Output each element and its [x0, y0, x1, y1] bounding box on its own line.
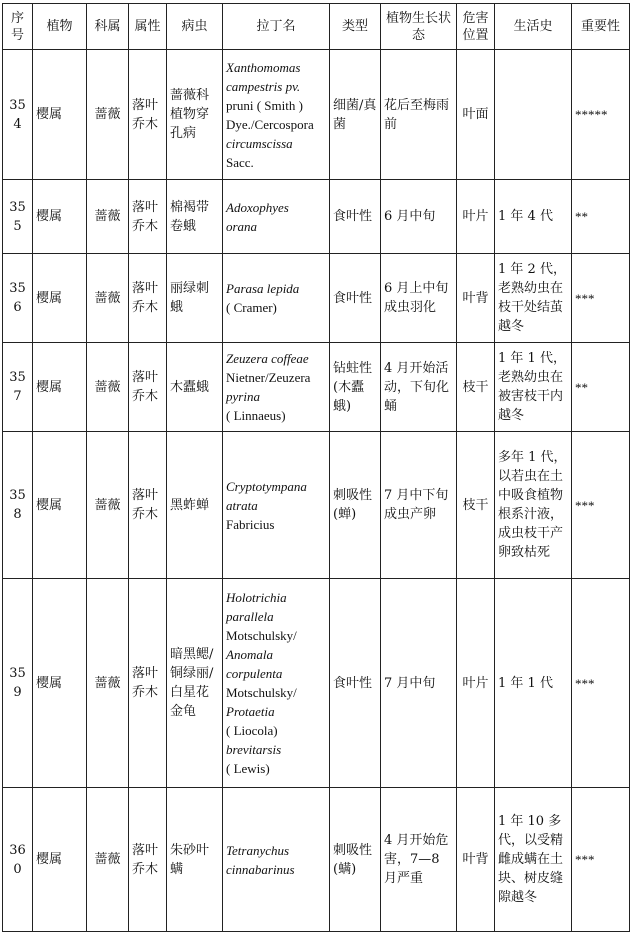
latin-name-part: campestris pv. — [226, 78, 301, 94]
row-importance: ** — [572, 343, 630, 432]
table-row — [3, 579, 630, 788]
row-latin — [223, 788, 330, 932]
table-row — [3, 50, 630, 180]
pest-table — [2, 3, 630, 932]
row-lifecycle: 1 年 1 代，老熟幼虫在被害枝干内越冬 — [495, 343, 572, 432]
row-lifecycle: 1 年 2 代，老熟幼虫在枝干处结茧越冬 — [495, 254, 572, 343]
row-family: 蔷薇 — [87, 579, 129, 788]
row-latin — [223, 579, 330, 788]
row-plant: 樱属 — [33, 254, 87, 343]
latin-name-part: Motschulsky/ — [226, 628, 297, 643]
row-lifecycle: 多年 1 代，以若虫在土中吸食植物根系汁液，成虫枝干产卵致枯死 — [495, 432, 572, 579]
row-family: 蔷薇 — [87, 432, 129, 579]
row-seq: 357 — [3, 343, 33, 432]
row-position: 枝干 — [457, 432, 495, 579]
row-seq: 360 — [3, 788, 33, 932]
row-position: 叶背 — [457, 254, 495, 343]
latin-name-part: orana — [226, 218, 258, 234]
row-type: 刺吸性(蝉) — [330, 432, 381, 579]
latin-name-part: ( Linnaeus) — [226, 408, 286, 423]
row-seq: 354 — [3, 50, 33, 180]
row-latin — [223, 180, 330, 254]
row-pest: 暗黑鳃/铜绿丽/白星花金龟 — [167, 579, 223, 788]
header-growth: 植物生长状态 — [381, 4, 457, 50]
row-importance: ** — [572, 180, 630, 254]
row-seq: 356 — [3, 254, 33, 343]
row-growth: 4 月开始危害，7—8 月严重 — [381, 788, 457, 932]
row-attr: 落叶乔木 — [129, 254, 167, 343]
row-pest: 木蠹蛾 — [167, 343, 223, 432]
row-growth: 7 月中旬 — [381, 579, 457, 788]
latin-name-part: Anomala — [226, 647, 273, 662]
latin-name-part: Dye./Cercospora — [226, 116, 314, 132]
row-type: 食叶性 — [330, 579, 381, 788]
row-plant: 樱属 — [33, 579, 87, 788]
header-pest: 病虫 — [167, 4, 223, 50]
row-attr: 落叶乔木 — [129, 788, 167, 932]
latin-name-part: Cryptotympana — [226, 478, 307, 494]
latin-name-part: Adoxophyes — [226, 199, 289, 215]
row-family: 蔷薇 — [87, 788, 129, 932]
header-seq: 序号 — [3, 4, 33, 50]
latin-name-part: Parasa lepida — [226, 281, 300, 296]
row-seq: 355 — [3, 180, 33, 254]
row-growth: 6 月中旬 — [381, 180, 457, 254]
row-plant: 樱属 — [33, 50, 87, 180]
row-importance: *** — [572, 788, 630, 932]
row-latin — [223, 50, 330, 180]
latin-name-part: brevitarsis — [226, 742, 282, 757]
row-importance: ***** — [572, 50, 630, 180]
row-lifecycle: 1 年 10 多代，以受精雌成螨在土块、树皮缝隙越冬 — [495, 788, 572, 932]
latin-name-part: Holotrichia — [226, 590, 287, 605]
row-pest: 黑蚱蝉 — [167, 432, 223, 579]
row-latin — [223, 343, 330, 432]
latin-name-part: Protaetia — [226, 704, 275, 719]
row-lifecycle: 1 年 4 代 — [495, 180, 572, 254]
row-growth: 7 月中下旬成虫产卵 — [381, 432, 457, 579]
latin-name-part: Sacc. — [226, 154, 254, 170]
row-importance: *** — [572, 579, 630, 788]
row-family: 蔷薇 — [87, 180, 129, 254]
table-row — [3, 788, 630, 932]
row-position: 叶面 — [457, 50, 495, 180]
row-latin — [223, 432, 330, 579]
row-position: 叶背 — [457, 788, 495, 932]
table-row — [3, 180, 630, 254]
row-lifecycle — [495, 50, 572, 180]
row-type: 细菌/真菌 — [330, 50, 381, 180]
latin-name-part: parallela — [226, 609, 274, 624]
table-row — [3, 432, 630, 579]
latin-name-part: circumscissa — [226, 135, 293, 151]
row-attr: 落叶乔木 — [129, 343, 167, 432]
row-growth: 6 月上中旬成虫羽化 — [381, 254, 457, 343]
header-position: 危害位置 — [457, 4, 495, 50]
row-type: 钻蛀性(木蠹蛾) — [330, 343, 381, 432]
row-type: 刺吸性(螨) — [330, 788, 381, 932]
latin-name-part: ( Cramer) — [226, 300, 277, 315]
row-pest: 丽绿刺蛾 — [167, 254, 223, 343]
row-lifecycle: 1 年 1 代 — [495, 579, 572, 788]
latin-name-part: corpulenta — [226, 666, 283, 681]
row-growth: 花后至梅雨前 — [381, 50, 457, 180]
table-row — [3, 343, 630, 432]
row-plant: 樱属 — [33, 180, 87, 254]
row-position: 叶片 — [457, 579, 495, 788]
row-family: 蔷薇 — [87, 50, 129, 180]
row-family: 蔷薇 — [87, 343, 129, 432]
latin-name-part: Zeuzera coffeae — [226, 351, 309, 366]
latin-name-part: ( Lewis) — [226, 761, 270, 776]
header-family: 科属 — [87, 4, 129, 50]
latin-name-part: pyrina — [226, 389, 260, 404]
row-position: 叶片 — [457, 180, 495, 254]
row-importance: *** — [572, 254, 630, 343]
row-family: 蔷薇 — [87, 254, 129, 343]
latin-name-part: pruni ( Smith ) — [226, 97, 303, 113]
row-pest: 蔷薇科植物穿孔病 — [167, 50, 223, 180]
latin-name-part: Xanthomomas — [226, 59, 301, 75]
row-plant: 樱属 — [33, 432, 87, 579]
latin-name-part: cinnabarinus — [226, 861, 295, 877]
header-row — [3, 4, 630, 50]
table-row — [3, 254, 630, 343]
row-position: 枝干 — [457, 343, 495, 432]
header-importance: 重要性 — [572, 4, 630, 50]
row-attr: 落叶乔木 — [129, 579, 167, 788]
row-attr: 落叶乔木 — [129, 50, 167, 180]
latin-name-part: Fabricius — [226, 516, 275, 532]
latin-name-part: Nietner/Zeuzera — [226, 370, 311, 385]
row-growth: 4 月开始活动，下旬化蛹 — [381, 343, 457, 432]
row-plant: 樱属 — [33, 343, 87, 432]
row-importance: *** — [572, 432, 630, 579]
row-attr: 落叶乔木 — [129, 180, 167, 254]
latin-name-part: Motschulsky/ — [226, 685, 297, 700]
table-body — [3, 50, 630, 932]
row-pest: 朱砂叶螨 — [167, 788, 223, 932]
latin-name-part: Tetranychus — [226, 842, 290, 858]
row-seq: 358 — [3, 432, 33, 579]
row-latin — [223, 254, 330, 343]
row-type: 食叶性 — [330, 180, 381, 254]
header-lifecycle: 生活史 — [495, 4, 572, 50]
row-seq: 359 — [3, 579, 33, 788]
header-latin: 拉丁名 — [223, 4, 330, 50]
row-pest: 棉褐带卷蛾 — [167, 180, 223, 254]
header-type: 类型 — [330, 4, 381, 50]
row-attr: 落叶乔木 — [129, 432, 167, 579]
header-plant: 植物 — [33, 4, 87, 50]
header-attr: 属性 — [129, 4, 167, 50]
latin-name-part: atrata — [226, 497, 258, 513]
latin-name-part: ( Liocola) — [226, 723, 278, 738]
row-plant: 樱属 — [33, 788, 87, 932]
row-type: 食叶性 — [330, 254, 381, 343]
